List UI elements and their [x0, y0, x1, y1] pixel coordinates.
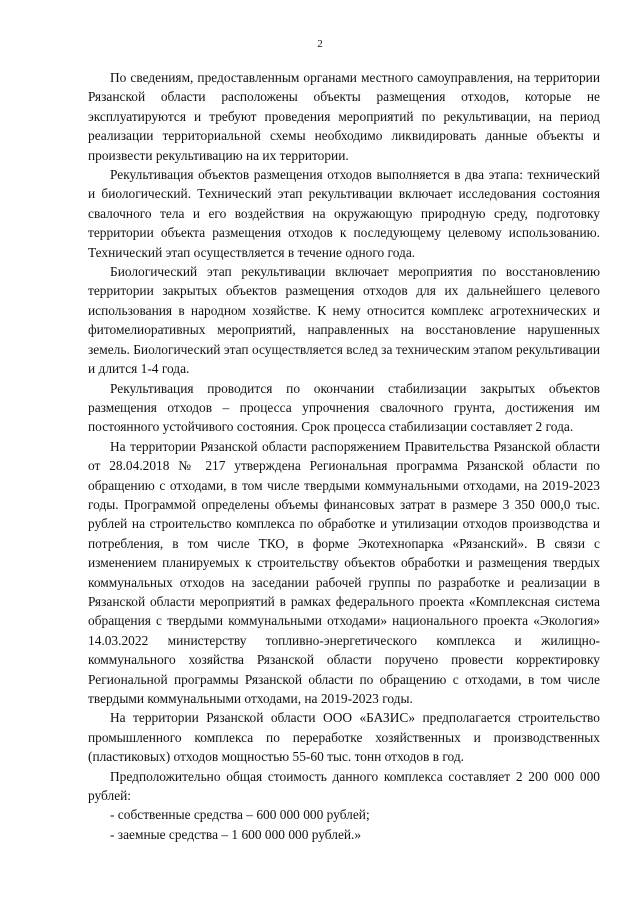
- paragraph-recultivation-stages: Рекультивация объектов размещения отходов выполняется в два этапа: технический и биологический. Технический этап рекультивации включает исследования состояния свалочного тела и его воздействия на окружающую природную среду, подготовку территории объекта размещения отходов к последующему целевому использованию. Технический этап осуществляется в течение одного года.: [88, 167, 600, 260]
- paragraph-landfill-sites: По сведениям, предоставленным органами местного самоуправления, на территории Рязанской области расположены объекты размещения отходов, которые не эксплуатируются и требуют проведения мероприятий по рекультивации, на период реализации территориальной схемы необходимо ликвидировать данные объекты и произвести рекультивацию на их территории.: [88, 70, 600, 163]
- paragraph-biological-stage: Биологический этап рекультивации включает мероприятия по восстановлению территории закрытых объектов размещения отходов для их дальнейшего целевого использования в народном хозяйстве. К нему относится комплекс агротехнических и фитомелиоративных мероприятий, направленных на восстановление нарушенных земель. Биологический этап осуществляется вслед за техническим этапом рекультивации и длится 1-4 года.: [88, 264, 600, 377]
- list-item-borrowed-funds: - заемные средства – 1 600 000 000 рублей.»: [110, 826, 362, 842]
- paragraph-total-cost: Предположительно общая стоимость данного комплекса составляет 2 200 000 000 рублей:: [88, 768, 600, 804]
- paragraph-stabilization: Рекультивация проводится по окончании стабилизации закрытых объектов размещения отходов – процесса упрочнения свалочного грунта, достижения им постоянного устойчивого состояния. Срок процесса стабилизации составляет 2 года.: [88, 380, 600, 435]
- document-body: [88, 68, 600, 844]
- paragraph-bazis-complex: На территории Рязанской области ООО «БАЗИС» предполагается строительство промышленного комплекса по переработке хозяйственных и производственных (пластиковых) отходов мощностью 55-60 тыс. тонн отходов в год.: [88, 710, 600, 765]
- page-number: 2: [317, 38, 323, 50]
- paragraph-regional-program: На территории Рязанской области распоряжением Правительства Рязанской области от 28.04.2018 № 217 утверждена Региональная программа Рязанской области по обращению с отходами, в том числе твердыми коммунальными отходами, на 2019-2023 годы. Программой определены объемы финансовых затрат в размере 3 350 000,0 тыс. рублей на строительство комплекса по обработке и утилизации отходов производства и потребления, в том числе ТКО, в форме Экотехнопарка «Рязанский». В связи с изменением планируемых к строительству объектов обработки и размещения твердых коммунальных отходов на заседании рабочей группы по разработке и реализации в Рязанской области мероприятий в рамках федерального проекта «Комплексная система обращения с твердыми коммунальными отходами» национального проекта «Экология» 14.03.2022 министерству топливно-энергетического комплекса и жилищно-коммунального хозяйства Рязанской области поручено провести корректировку Региональной программы Рязанской области по обращению с отходами, в том числе твердыми коммунальными отходами, на 2019-2023 годы.: [88, 438, 600, 706]
- list-item-own-funds: - собственные средства – 600 000 000 рублей;: [110, 807, 370, 823]
